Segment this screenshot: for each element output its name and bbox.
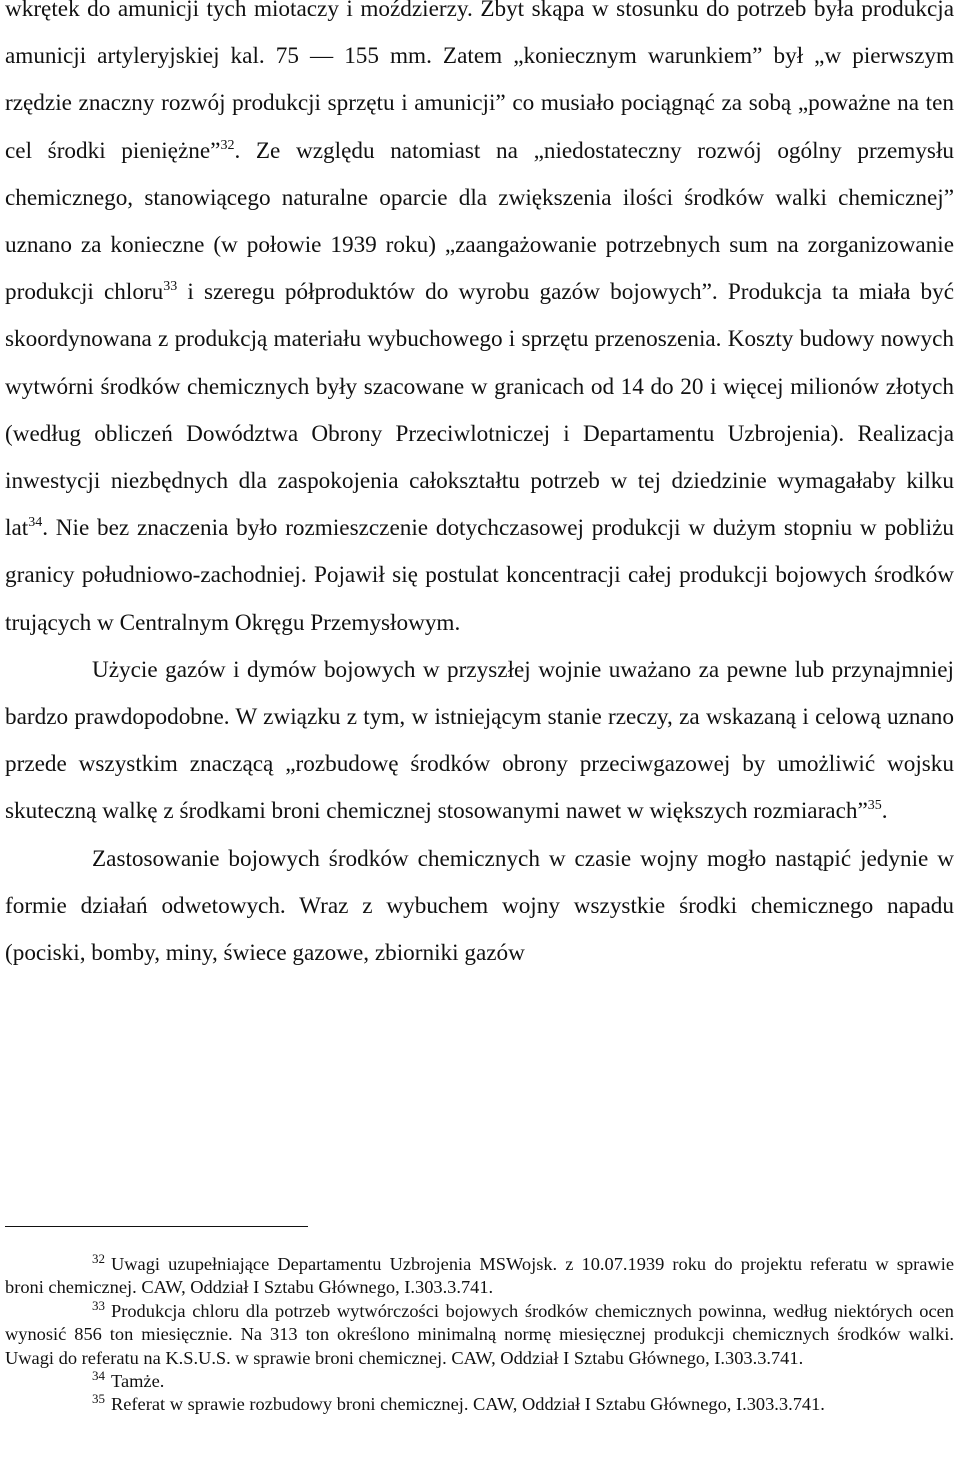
paragraph-1-text-d: . Nie bez znaczenia było rozmieszczenie dotychczasowej produkcji w dużym stopniu w pobliżu granicy południowo-zachodniej. Pojawił się postulat koncentracji całej produkcji bojowych środków trujących w Centralnym Okręgu Przemysłowym. [5,515,954,636]
footnote-text: Tamże. [111,1371,165,1392]
paragraph-2-text-b: . [881,798,888,825]
paragraph-1-text-b: . Ze względu natomiast na „niedostateczny rozwój ogólny przemysłu chemicznego, stanowiącego naturalne oparcie dla zwiększenia ilości środków walki chemicznej” uznano za konieczne (w połowie 1939 roku) „zaangażowanie potrzebnych sum na zorganizowanie produkcji chloru [5,137,954,306]
paragraph-1-text-a: wkrętek do amunicji tych miotaczy i moździerzy. Zbyt skąpa w stosunku do potrzeb była produkcja amunicji artyleryjskiej kal. 75 — 155 mm. Zatem „koniecznym warunkiem” był „w pierwszym rzędzie znaczny rozwój produkcji sprzętu i amunicji” co musiało pociągnąć za sobą „poważne na ten cel środki pieniężne” [5,0,954,164]
footnote-32 [5,1253,954,1300]
footnote-text: Referat w sprawie rozbudowy broni chemicznej. CAW, Oddział I Sztabu Głównego, I.303.3.741. [111,1394,825,1415]
footnote-separator [5,1226,308,1227]
footnote-33 [5,1297,954,1370]
footnote-35 [5,1393,954,1416]
footnote-34 [5,1370,954,1393]
paragraph-2-text-a: Użycie gazów i dymów bojowych w przyszłej wojnie uważano za pewne lub przynajmniej bardzo prawdopodobne. W związku z tym, w istniejącym stanie rzeczy, za wskazaną i celową uznano przede wszystkim znaczącą „rozbudowę środków obrony przeciwgazowej by umożliwić wojsku skuteczną walkę z środkami broni chemicznej stosowanymi nawet w większych rozmiarach” [5,656,954,825]
paragraph-3-text: Zastosowanie bojowych środków chemicznych w czasie wojny mogło nastąpić jedynie w formie działań odwetowych. Wraz z wybuchem wojny wszystkie środki chemicznego napadu (pociski, bomby, miny, świece gazowe, zbiorniki gazów [5,845,954,967]
footnote-number: 34 [92,1368,105,1384]
footnotes-section [5,1226,954,1417]
footnote-text: Produkcja chloru dla potrzeb wytwórczości bojowych środków chemicznych powinna, według niektórych ocen wynosić 856 ton miesięcznie. Na 313 ton określono minimalną normę miesięcznej produkcji chemicznych środków walki. Uwagi do referatu na K.S.U.S. w sprawie broni chemicznej. CAW, Oddział I Sztabu Głównego, I.303.3.741. [5,1300,954,1368]
footnote-text: Uwagi uzupełniające Departamentu Uzbrojenia MSWojsk. z 10.07.1939 roku do projektu referatu w sprawie broni chemicznej. CAW, Oddział I Sztabu Głównego, I.303.3.741. [5,1254,954,1298]
paragraph-3 [5,836,954,978]
footnote-number: 32 [92,1251,105,1266]
footnote-number: 33 [92,1297,105,1313]
footnote-ref-35: 35 [867,798,882,814]
footnote-ref-32: 32 [220,137,235,153]
paragraph-1 [5,0,954,647]
main-text [5,0,954,977]
paragraph-1-text-c: i szeregu półproduktów do wyrobu gazów bojowych”. Produkcja ta miała być skoordynowana z produkcją materiału wybuchowego i sprzętu przenoszenia. Koszty budowy nowych wytwórni środków chemicznych były szacowane w granicach od 14 do 20 i więcej milionów złotych (według obliczeń Dowództwa Obrony Przeciwlotniczej i Departamentu Uzbrojenia). Realizacja inwestycji niezbędnych dla zaspokojenia całokształtu potrzeb w tej dziedzinie wymagałaby kilku lat [5,279,954,542]
paragraph-2 [5,647,954,836]
footnote-ref-33: 33 [163,279,178,295]
footnote-ref-34: 34 [28,515,43,531]
footnote-number: 35 [92,1391,105,1407]
